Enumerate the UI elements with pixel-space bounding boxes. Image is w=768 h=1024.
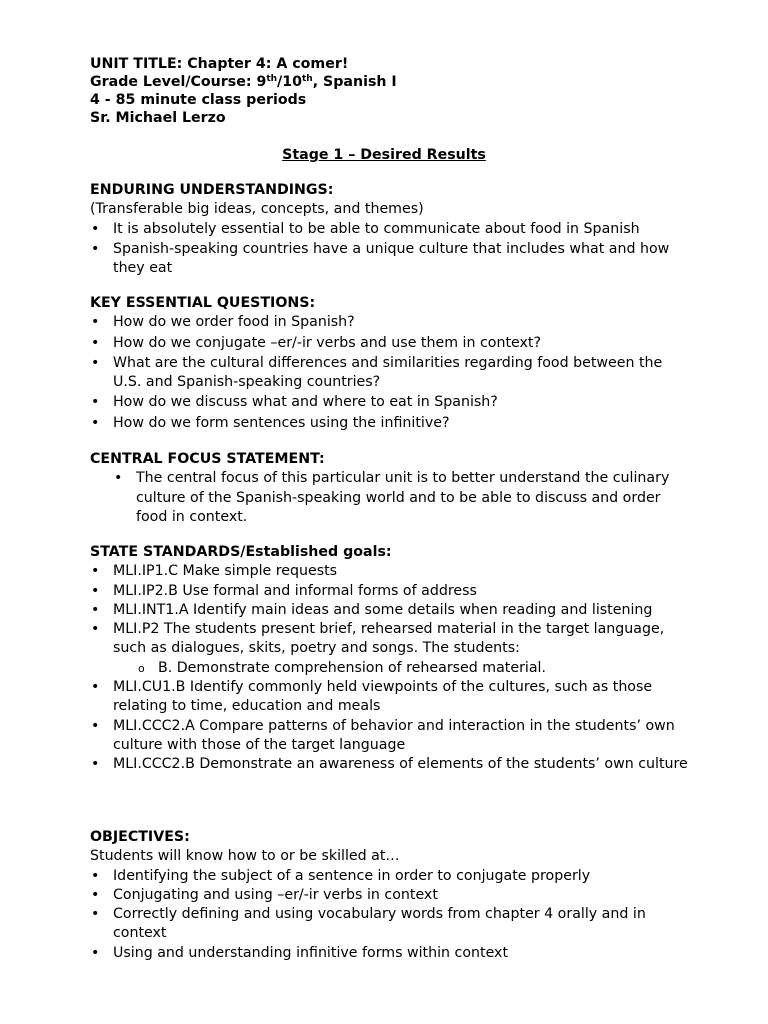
list-item: • How do we conjugate –er/-ir verbs and use them in context? xyxy=(90,334,690,353)
bullet-list xyxy=(90,867,690,963)
section-heading: CENTRAL FOCUS STATEMENT: xyxy=(90,451,325,467)
section-intro: Students will know how to or be skilled at… xyxy=(90,848,400,865)
bullet-list xyxy=(90,220,690,279)
list-item: • Using and understanding infinitive forms within context xyxy=(90,944,690,963)
section-heading: OBJECTIVES: xyxy=(90,829,190,845)
unit-header xyxy=(90,55,397,127)
list-item: • Conjugating and using –er/-ir verbs in context xyxy=(90,886,690,905)
list-item: • It is absolutely essential to be able to communicate about food in Spanish xyxy=(90,220,690,239)
list-item: • MLI.CU1.B Identify commonly held viewpoints of the cultures, such as those relating to time, education and meals xyxy=(90,678,690,717)
stage-title: Stage 1 – Desired Results xyxy=(282,147,486,163)
list-item: • MLI.IP2.B Use formal and informal forms of address xyxy=(90,582,690,601)
list-item: • Correctly defining and using vocabulary words from chapter 4 orally and in context xyxy=(90,905,690,944)
list-item: • Spanish-speaking countries have a unique culture that includes what and how they eat xyxy=(90,240,690,279)
list-item: • Identifying the subject of a sentence in order to conjugate properly xyxy=(90,867,690,886)
list-item: • How do we order food in Spanish? xyxy=(90,313,690,332)
list-item: • MLI.CCC2.B Demonstrate an awareness of elements of the students’ own culture xyxy=(90,755,690,774)
section-heading: ENDURING UNDERSTANDINGS: xyxy=(90,182,334,198)
list-item: • MLI.CCC2.A Compare patterns of behavior and interaction in the students’ own culture with those of the target language xyxy=(90,717,690,756)
central-focus-section xyxy=(90,450,690,527)
unit-title: UNIT TITLE: Chapter 4: A comer! xyxy=(90,56,349,72)
section-note: (Transferable big ideas, concepts, and themes) xyxy=(90,201,424,218)
class-periods: 4 - 85 minute class periods xyxy=(90,92,307,108)
sub-list-item: o B. Demonstrate comprehension of rehearsed material. xyxy=(90,659,690,678)
bullet-list xyxy=(90,469,690,527)
list-item: • What are the cultural differences and similarities regarding food between the U.S. and Spanish-speaking countries? xyxy=(90,354,690,393)
enduring-understandings-section xyxy=(90,181,690,278)
section-heading: STATE STANDARDS/Established goals: xyxy=(90,544,392,560)
list-item: • How do we discuss what and where to eat in Spanish? xyxy=(90,393,690,412)
bullet-list xyxy=(90,562,690,774)
list-item: • MLI.IP1.C Make simple requests xyxy=(90,562,690,581)
objectives-section xyxy=(90,828,690,963)
list-item: • MLI.P2 The students present brief, rehearsed material in the target language, such as dialogues, skits, poetry and songs. The students: xyxy=(90,620,690,659)
grade-level: Grade Level/Course: 9th/10th, Spanish I xyxy=(90,74,397,90)
essential-questions-section xyxy=(90,294,690,433)
bullet-list xyxy=(90,313,690,433)
list-item: • MLI.INT1.A Identify main ideas and some details when reading and listening xyxy=(90,601,690,620)
list-item: • How do we form sentences using the infinitive? xyxy=(90,414,690,433)
state-standards-section xyxy=(90,543,690,775)
section-heading: KEY ESSENTIAL QUESTIONS: xyxy=(90,295,316,311)
list-item: • The central focus of this particular unit is to better understand the culinary culture of the Spanish-speaking world and to be able to discuss and order food in context. xyxy=(90,469,690,527)
teacher-name: Sr. Michael Lerzo xyxy=(90,110,226,126)
